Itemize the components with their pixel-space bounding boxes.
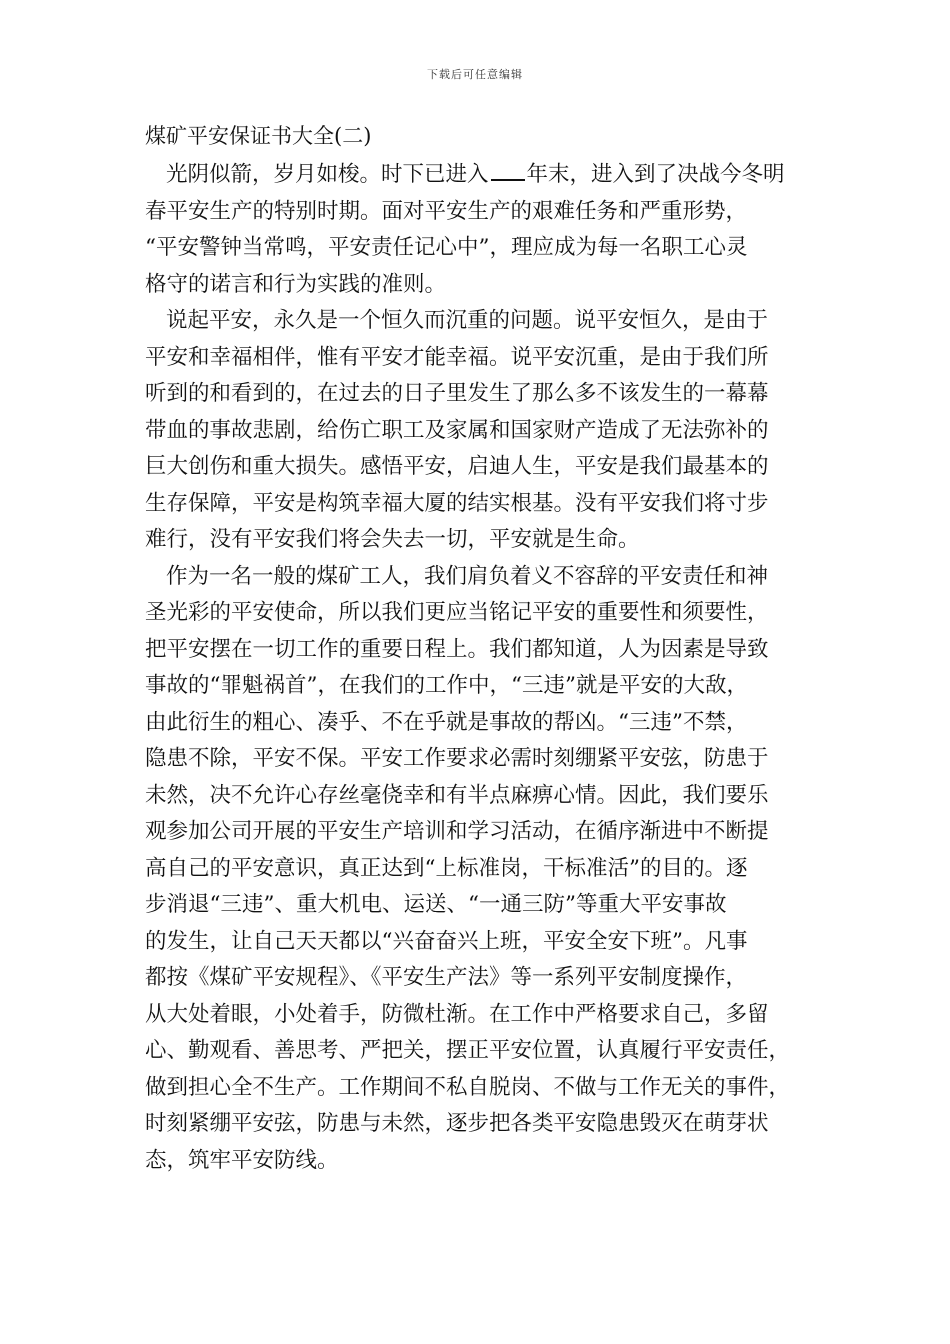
paragraph-line: 作为一名一般的煤矿工人，我们肩负着义不容辞的平安责任和神: [166, 563, 769, 589]
paragraph-line: “平安警钟当常鸣，平安责任记心中”，理应成为每一名职工心灵: [145, 235, 748, 260]
paragraph-line: 观参加公司开展的平安生产培训和学习活动，在循序渐进中不断提: [145, 819, 769, 844]
paragraph-line: 生存保障，平安是构筑幸福大厦的结实根基。没有平安我们将寸步: [145, 490, 769, 516]
paragraph: [145, 303, 845, 559]
paragraph-line: 的发生，让自己天天都以“兴奋奋兴上班，平安全安下班”。凡事: [145, 928, 748, 954]
paragraph-line: 时刻紧绷平安弦，防患与未然，逐步把各类平安隐患毁灭在萌芽状: [145, 1111, 769, 1136]
paragraph-line: 心、勤观看、善思考、严把关，摆正平安位置，认真履行平安责任，: [145, 1038, 791, 1063]
paragraph-line: 把平安摆在一切工作的重要日程上。我们都知道，人为因素是导致: [145, 636, 769, 662]
paragraph-line: [145, 157, 845, 194]
paragraph-line: 春平安生产的特别时期。面对平安生产的艰难任务和严重形势，: [145, 198, 748, 224]
paragraph-line: 从大处着眼，小处着手，防微杜渐。在工作中严格要求自己，多留: [145, 1001, 769, 1027]
paragraph-line: 由此衍生的粗心、凑乎、不在乎就是事故的帮凶。“三违”不禁，: [145, 709, 748, 735]
header-note: 下载后可任意编辑: [427, 68, 523, 81]
paragraph-line: 未然，决不允许心存丝毫侥幸和有半点麻痹心情。因此，我们要乐: [145, 782, 769, 808]
document-body: [145, 157, 845, 1179]
paragraph-line: 听到的和看到的，在过去的日子里发生了那么多不该发生的一幕幕: [145, 381, 769, 406]
paragraph: [145, 559, 845, 1180]
paragraph-line: 都按《煤矿平安规程》、《平安生产法》等一系列平安制度操作，: [145, 965, 748, 990]
paragraph-line: 格守的诺言和行为实践的准则。: [145, 271, 447, 297]
paragraph-line: 隐患不除，平安不保。平安工作要求必需时刻绷紧平安弦，防患于: [145, 746, 769, 771]
paragraph-line: 说起平安，永久是一个恒久而沉重的问题。说平安恒久，是由于: [166, 308, 769, 333]
paragraph-line: 步消退“三违”、重大机电、运送、“一通三防”等重大平安事故: [145, 892, 727, 917]
paragraph-line: 巨大创伤和重大损失。感悟平安，启迪人生，平安是我们最基本的: [145, 454, 769, 479]
paragraph-line: 带血的事故悲剧，给伤亡职工及家属和国家财产造成了无法弥补的: [145, 417, 769, 443]
line-text-after-blank: 年末，进入到了决战今冬明: [526, 162, 785, 187]
fill-in-blank: [491, 161, 525, 181]
paragraph-line: 难行，没有平安我们将会失去一切，平安就是生命。: [145, 527, 640, 552]
paragraph-line: 做到担心全不生产。工作期间不私自脱岗、不做与工作无关的事件，: [145, 1074, 791, 1100]
paragraph-line: 态，筑牢平安防线。: [145, 1147, 339, 1173]
paragraph-line: 圣光彩的平安使命，所以我们更应当铭记平安的重要性和须要性，: [145, 600, 769, 625]
paragraph-line: 事故的“罪魁祸首”，在我们的工作中，“三违”就是平安的大敌，: [145, 673, 748, 698]
paragraph: [145, 157, 845, 303]
line-text-before-blank: 光阴似箭，岁月如梭。时下已进入: [166, 162, 489, 187]
document-title: 煤矿平安保证书大全(二): [145, 124, 372, 148]
paragraph-line: 高自己的平安意识，真正达到“上标准岗，干标准活”的目的。逐: [145, 855, 748, 881]
paragraph-line: 平安和幸福相伴，惟有平安才能幸福。说平安沉重，是由于我们所: [145, 344, 769, 370]
